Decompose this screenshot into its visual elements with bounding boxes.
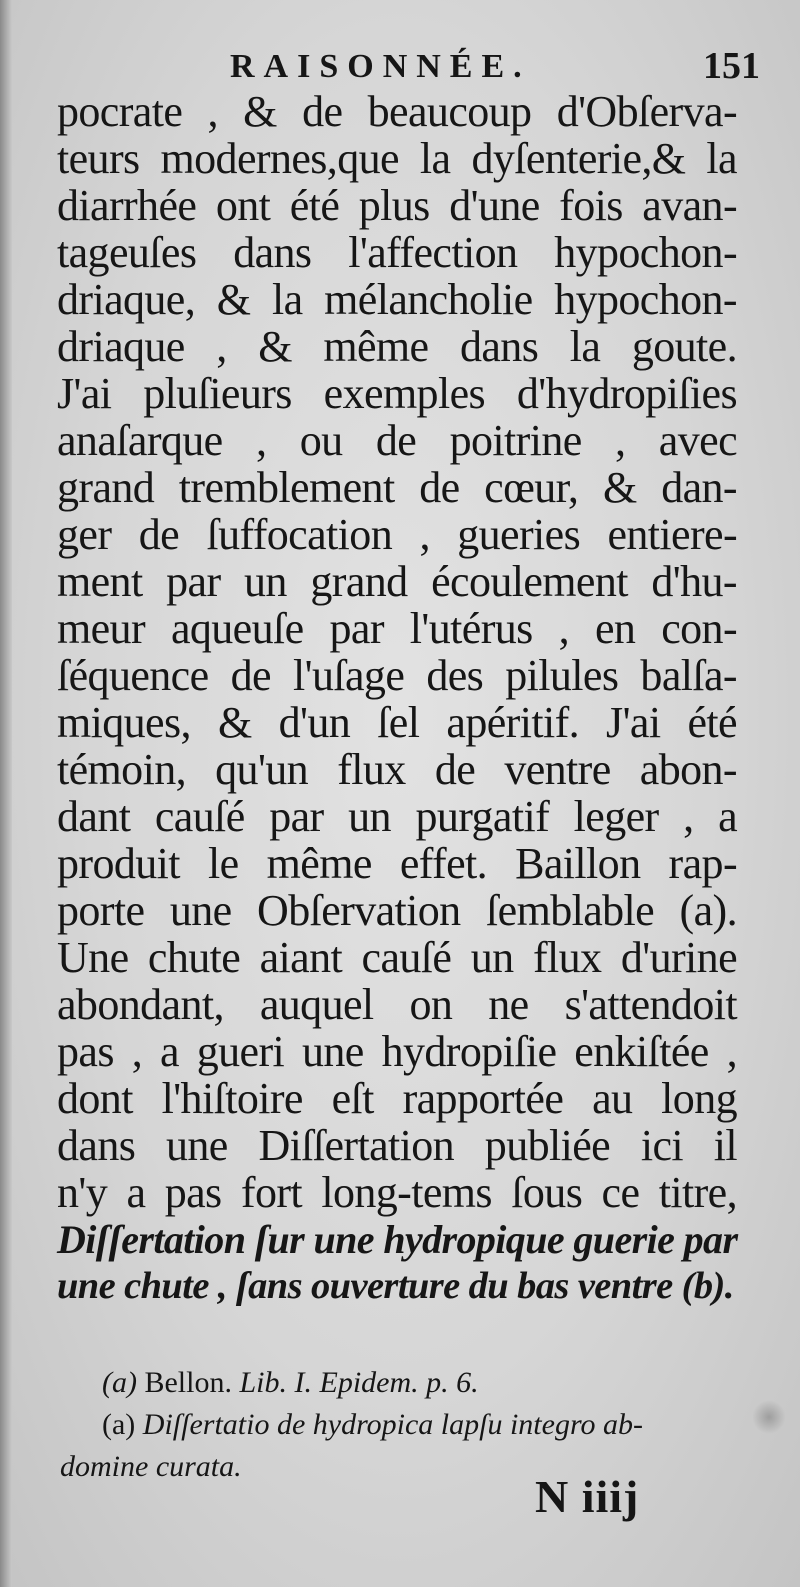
text-line: ment par un grand écoulement d'hu- [57,557,737,606]
footnote-author: Bellon. [144,1366,232,1399]
text-line: diarrhée ont été plus d'une fois avan- [57,181,737,230]
text-line: porte une Obſervation ſemblable (a). [57,886,737,935]
footnote-text: domine curata. [60,1450,242,1483]
text-line: dans une Diſſertation publiée ici il [57,1121,737,1170]
text-line: produit le même effet. Baillon rap- [57,839,737,888]
page-number: 151 [703,45,760,87]
text-line: témoin, qu'un flux de ventre abon- [57,745,737,794]
running-head: RAISONNÉE. [230,48,531,85]
text-line: tageuſes dans l'affection hypochon- [57,228,737,277]
text-line: meur aqueuſe par l'utérus , en con- [57,604,737,653]
footnote-mark: (a) [102,1366,137,1399]
text-line: miques, & d'un ſel apéritif. J'ai été [57,698,737,747]
text-line: grand tremblement de cœur, & dan- [57,463,737,512]
text-line: n'y a pas fort long-tems ſous ce titre, [57,1168,737,1217]
footnote-mark: (a) [102,1408,136,1441]
italic-title-line: Diſſertation ſur une hydropique guerie par [57,1217,738,1262]
footnote-text: Diſſertatio de hydropica lapſu integro ab- [142,1408,644,1441]
text-line: anaſarque , ou de poitrine , avec [57,416,737,465]
text-line: driaque , & même dans la goute. [57,322,737,371]
text-line: abondant, auquel on ne s'attendoit [57,980,737,1029]
text-line: driaque, & la mélancholie hypochon- [57,275,737,324]
italic-title-line: une chute , ſans ouverture du bas ventre (b). [57,1265,734,1307]
text-line: dant cauſé par un purgatif leger , a [57,792,737,841]
text-line: pas , a gueri une hydropiſie enkiſtée , [57,1027,737,1076]
body-text [57,88,737,1310]
text-line: ger de ſuffocation , gueries entiere- [57,510,737,559]
text-line: teurs modernes,que la dyſenterie,& la [57,134,737,183]
text-line: pocrate , & de beaucoup d'Obſerva- [57,87,737,136]
signature-mark: N iiij [535,1471,640,1522]
text-line: J'ai pluſieurs exemples d'hydropiſies [57,369,737,418]
page-binding-shadow [0,0,12,1587]
text-line: dont l'hiſtoire eſt rapportée au long [57,1074,737,1123]
text-line: ſéquence de l'uſage des pilules balſa- [57,651,737,700]
footnote-b [60,1404,740,1446]
text-line: Une chute aiant cauſé un flux d'urine [57,933,737,982]
paper-stain [752,1400,786,1434]
footnote-reference: Lib. I. Epidem. p. 6. [239,1366,479,1399]
footnote-a [60,1362,740,1404]
